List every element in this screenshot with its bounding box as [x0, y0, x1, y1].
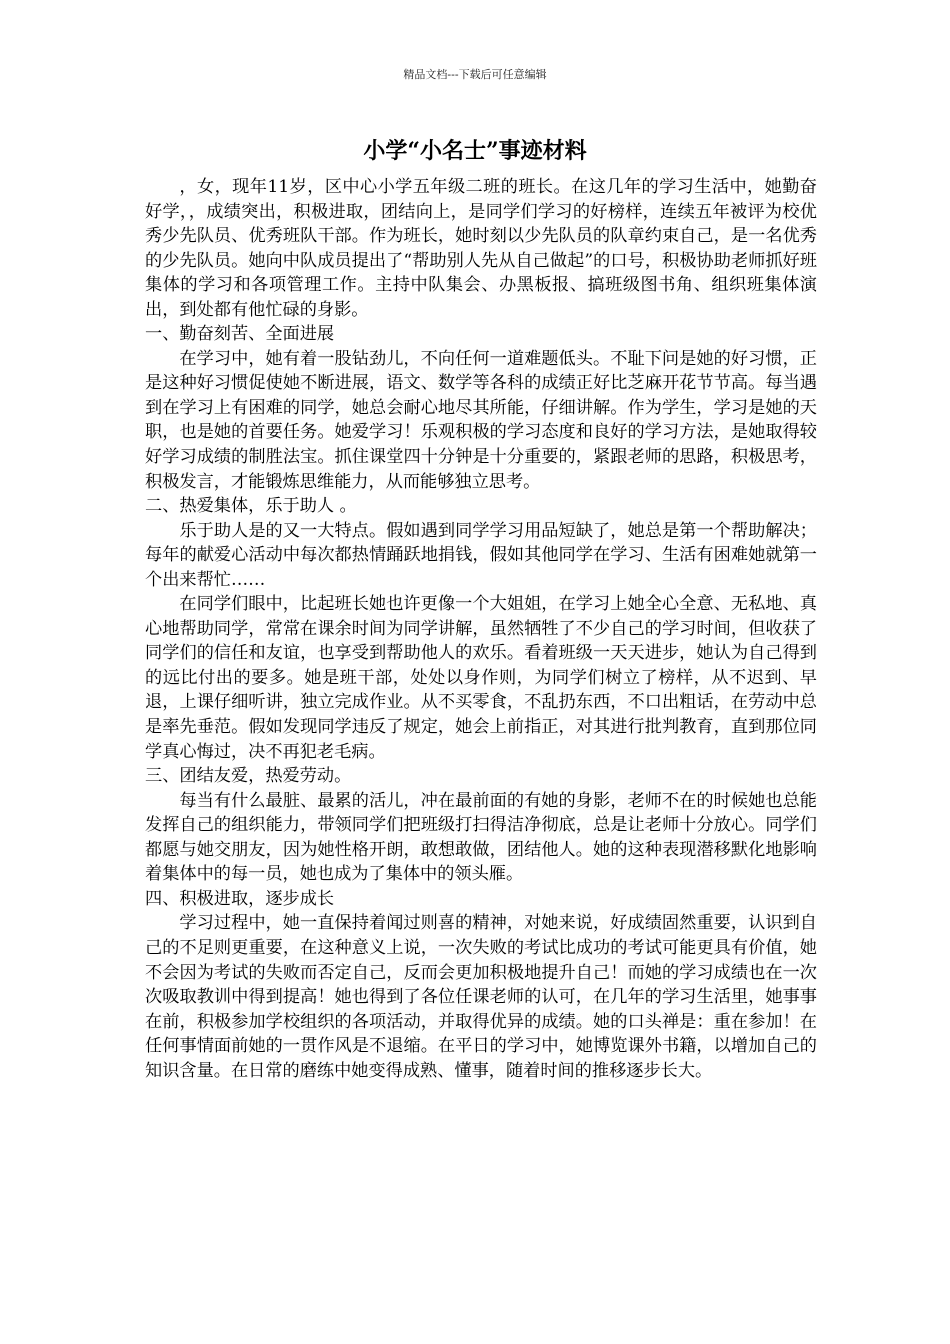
section-1-paragraph: 在学习中，她有着一股钻劲儿，不向任何一道难题低头。不耻下问是她的好习惯，正是这种好习惯促使她不断进展，语文、数学等各科的成绩正好比芝麻开花节节高。每当遇到在学习上有困难的同学，她总会耐心地尽其所能，仔细讲解。作为学生，学习是她的天职，也是她的首要任务。她爱学习！乐观积极的学习态度和良好的学习方法，是她取得较好学习成绩的制胜法宝。抓住课堂四十分钟是十分重要的，紧跟老师的思路，积极思考，积极发言，才能锻炼思维能力，从而能够独立思考。 — [145, 348, 817, 492]
section-2-paragraph-a: 乐于助人是的又一大特点。假如遇到同学学习用品短缺了，她总是第一个帮助解决；每年的献爱心活动中每次都热情踊跃地捐钱，假如其他同学在学习、生活有困难她就第一个出来帮忙…… — [145, 520, 817, 590]
section-2-paragraph-b: 在同学们眼中，比起班长她也许更像一个大姐姐，在学习上她全心全意、无私地、真心地帮助同学，常常在课余时间为同学讲解，虽然牺牲了不少自己的学习时间，但收获了同学们的信任和友谊，也享受到帮助他人的欢乐。看着班级一天天进步，她认为自己得到的远比付出的要多。她是班干部，处处以身作则，为同学们树立了榜样，从不迟到、早退，上课仔细听讲，独立完成作业。从不买零食，不乱扔东西，不口出粗话，在劳动中总是率先垂范。假如发现同学违反了规定，她会上前指正，对其进行批判教育，直到那位同学真心悔过，决不再犯老毛病。 — [145, 594, 817, 762]
document-body — [145, 175, 817, 1083]
section-heading-2: 二、热爱集体，乐于助人 。 — [145, 496, 357, 517]
section-4-paragraph: 学习过程中，她一直保持着闻过则喜的精神，对她来说，好成绩固然重要，认识到自己的不足则更重要，在这种意义上说，一次失败的考试比成功的考试可能更具有价值，她不会因为考试的失败而否定自己，反而会更加积极地提升自己！而她的学习成绩也在一次次吸取教训中得到提高！她也得到了各位任课老师的认可，在几年的学习生活里，她事事在前，积极参加学校组织的各项活动，并取得优异的成绩。她的口头禅是：重在参加！在任何事情面前她的一贯作风是不退缩。在平日的学习中，她博览课外书籍，以增加自己的知识含量。在日常的磨练中她变得成熟、懂事，随着时间的推移逐步长大。 — [145, 913, 817, 1081]
section-3-paragraph: 每当有什么最脏、最累的活儿，冲在最前面的有她的身影，老师不在的时候她也总能发挥自己的组织能力，带领同学们把班级打扫得洁净彻底，总是让老师十分放心。同学们都愿与她交朋友，因为她性格开朗，敢想敢做，团结他人。她的这种表现潜移默化地影响着集体中的每一员，她也成为了集体中的领头雁。 — [145, 790, 817, 885]
section-heading-3: 三、团结友爱，热爱劳动。 — [145, 766, 352, 787]
document-title: 小学“小名士”事迹材料 — [363, 138, 587, 164]
section-heading-1: 一、勤奋刻苦、全面进展 — [145, 324, 335, 345]
section-heading-4: 四、积极进取，逐步成长 — [145, 888, 335, 909]
header-note: 精品文档---下载后可任意编辑 — [403, 68, 547, 81]
intro-paragraph: ，女，现年11岁，区中心小学五年级二班的班长。在这几年的学习生活中，她勤奋好学，，成绩突出，积极进取，团结向上，是同学们学习的好榜样，连续五年被评为校优秀少先队员、优秀班队干部。作为班长，她时刻以少先队员的队章约束自己，是一名优秀的少先队员。她向中队成员提出了“帮助别人先从自己做起”的口号，积极协助老师抓好班集体的学习和各项管理工作。主持中队集会、办黑板报、搞班级图书角、组织班集体演出，到处都有他忙碌的身影。 — [145, 177, 817, 320]
